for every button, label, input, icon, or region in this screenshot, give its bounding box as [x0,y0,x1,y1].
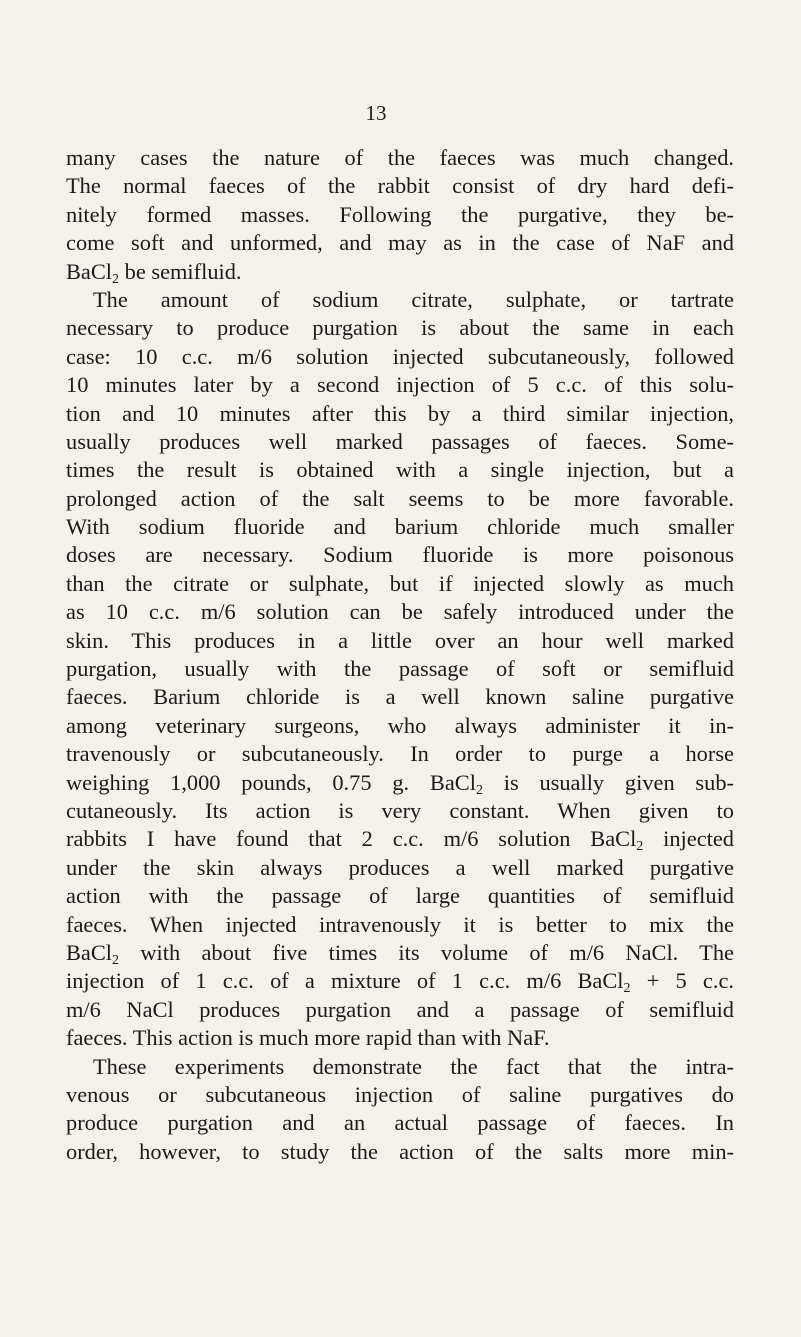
text-line [66,797,734,825]
text-segment: BaCl [66,939,113,965]
text-line [66,258,734,286]
text-line [66,939,734,967]
text-segment: order, however, to study the action of the salts more min- [66,1138,734,1164]
text-line [66,967,734,995]
text-line [66,144,734,172]
text-segment: injection of 1 c.c. of a mixture of 1 c.c. m/6 BaCl [66,968,624,994]
text-segment: cutaneously. Its action is very constant. When given to [66,797,734,823]
text-segment: skin. This produces in a little over an hour well marked [66,627,734,653]
text-line [66,172,734,200]
text-segment: These experiments demonstrate the fact that the intra- [93,1053,734,1079]
text-segment: is usually given sub- [482,769,734,795]
text-segment: under the skin always produces a well marked purgative [66,854,734,880]
text-segment: weighing 1,000 pounds, 0.75 g. BaCl [66,769,476,795]
text-line [66,882,734,910]
text-segment: venous or subcutaneous injection of saline purgatives do [66,1081,734,1107]
text-segment: action with the passage of large quantities of semifluid [66,883,734,909]
text-segment: produce purgation and an actual passage of faeces. In [66,1110,734,1136]
text-line [66,201,734,229]
subscript: 2 [636,839,644,855]
text-line [66,1109,734,1137]
text-segment: doses are necessary. Sodium fluoride is more poisonous [66,542,734,568]
text-line [66,769,734,797]
text-line [66,712,734,740]
text-segment: faeces. This action is much more rapid than with NaF. [66,1025,550,1051]
text-segment: nitely formed masses. Following the purgative, they be- [66,201,734,227]
text-line [66,627,734,655]
text-line [66,1081,734,1109]
text-segment: than the citrate or sulphate, but if injected slowly as much [66,570,734,596]
text-line [66,1024,734,1052]
text-line [66,400,734,428]
text-segment: travenously or subcutaneously. In order to purge a horse [66,741,734,767]
text-line [66,570,734,598]
text-segment: usually produces well marked passages of faeces. Some- [66,428,734,454]
subscript: 2 [623,981,631,997]
text-segment: The normal faeces of the rabbit consist of dry hard defi- [66,173,734,199]
text-line [66,343,734,371]
text-segment: 10 minutes later by a second injection of 5 c.c. of this solu- [66,372,734,398]
text-segment: BaCl [66,258,113,284]
text-segment: many cases the nature of the faeces was much changed. [66,145,734,170]
text-line [66,428,734,456]
subscript: 2 [112,952,120,968]
text-line [66,996,734,1024]
text-line [66,371,734,399]
text-segment: tion and 10 minutes after this by a third similar injection, [66,400,734,426]
text-line [66,598,734,626]
text-line [66,655,734,683]
body-text [66,144,734,1166]
text-segment: rabbits I have found that 2 c.c. m/6 solution BaCl [66,826,637,852]
text-segment: The amount of sodium citrate, sulphate, or tartrate [93,286,734,312]
text-segment: necessary to produce purgation is about the same in each [66,315,734,341]
subscript: 2 [475,782,483,798]
text-line [66,314,734,342]
text-line [66,854,734,882]
text-line [66,1053,734,1081]
text-line [66,485,734,513]
text-line [66,740,734,768]
text-segment: among veterinary surgeons, who always administer it in- [66,712,734,738]
text-line [66,825,734,853]
subscript: 2 [112,271,120,287]
text-segment: purgation, usually with the passage of soft or semifluid [66,656,734,682]
text-segment: injected [643,826,735,852]
page-number: 13 [365,101,387,125]
text-line [66,911,734,939]
text-line [66,1138,734,1166]
text-segment: prolonged action of the salt seems to be more favorable. [66,485,734,511]
text-segment: times the result is obtained with a single injection, but a [66,457,734,483]
text-segment: m/6 NaCl produces purgation and a passage of semifluid [66,996,734,1022]
text-segment: faeces. Barium chloride is a well known saline purgative [66,684,734,710]
text-line [66,683,734,711]
text-segment: case: 10 c.c. m/6 solution injected subcutaneously, followed [66,343,734,369]
text-line [66,513,734,541]
text-line [66,456,734,484]
text-segment: be semifluid. [119,258,242,284]
text-segment: with about five times its volume of m/6 NaCl. The [119,939,734,965]
text-segment: faeces. When injected intravenously it is better to mix the [66,911,734,937]
text-segment: With sodium fluoride and barium chloride much smaller [66,514,734,540]
text-line [66,541,734,569]
text-line [66,286,734,314]
text-segment: as 10 c.c. m/6 solution can be safely introduced under the [66,599,734,625]
text-segment: come soft and unformed, and may as in the case of NaF and [66,230,734,256]
text-line [66,229,734,257]
text-segment: + 5 c.c. [630,968,734,994]
